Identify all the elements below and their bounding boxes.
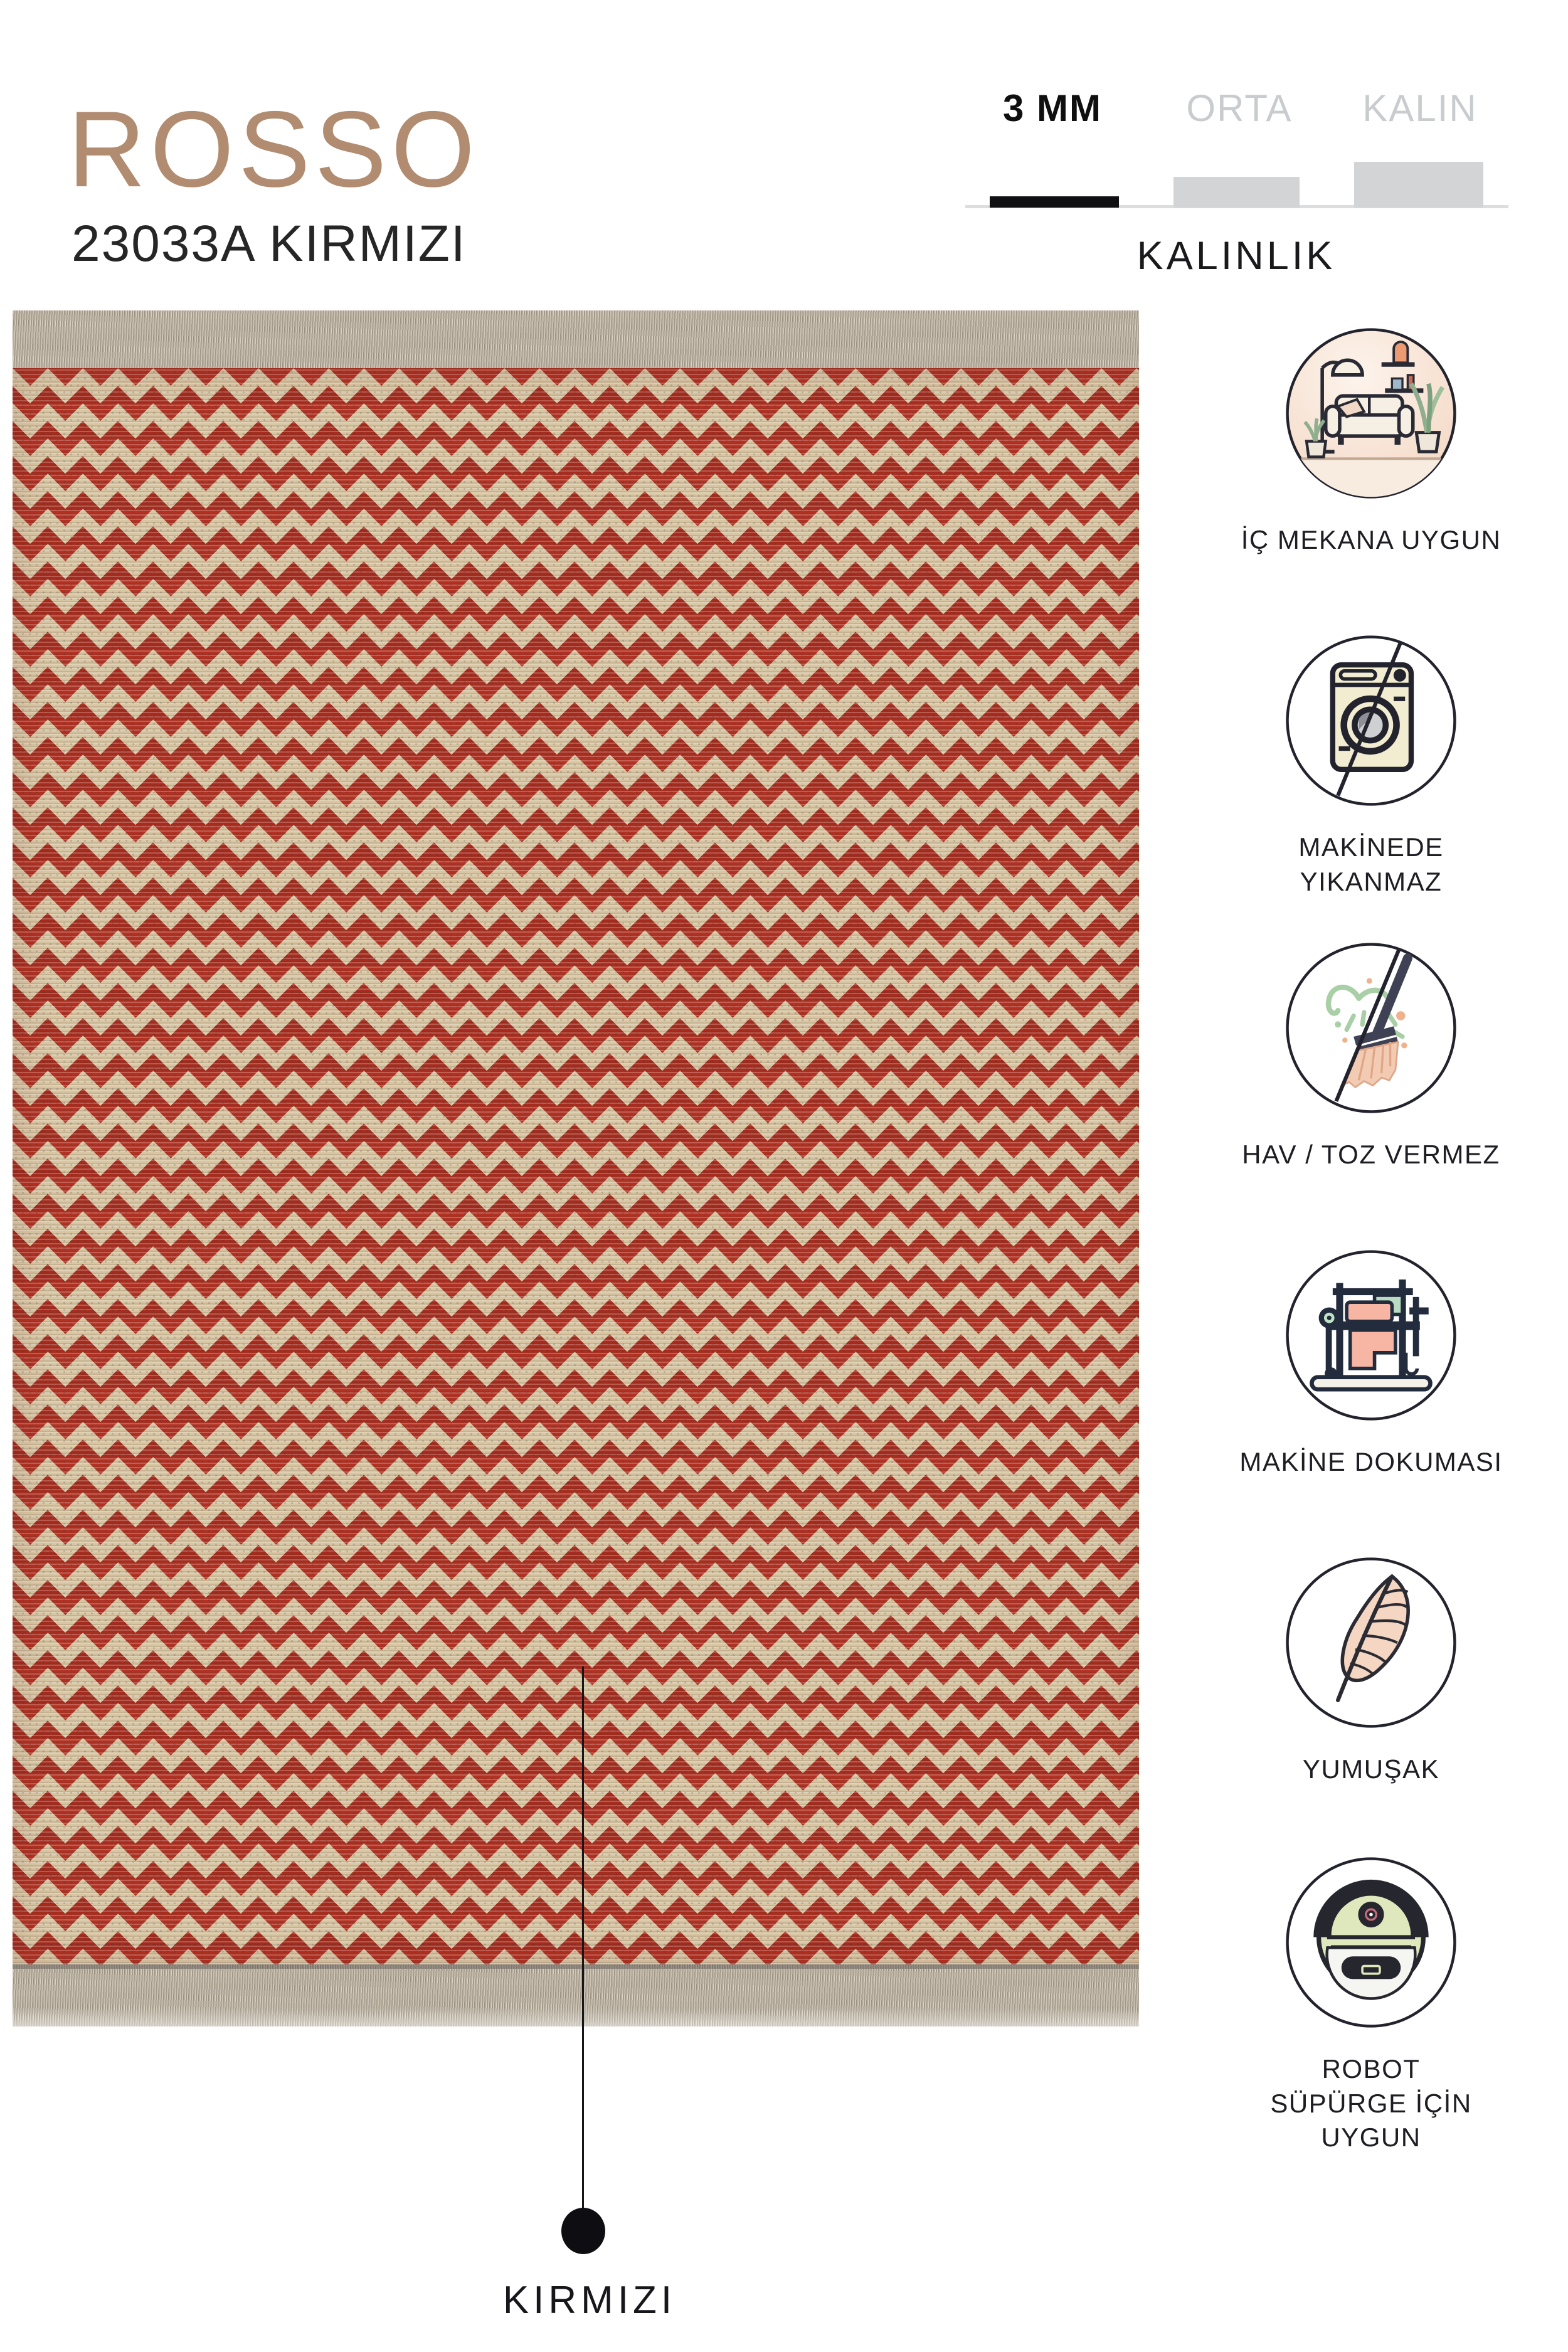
no-machine-wash-icon [1284,633,1458,808]
feature-soft [1233,1555,1509,1787]
product-code: 23033A KIRMIZI [72,215,467,272]
feature-no-machine-wash [1233,633,1509,899]
feature-machine-woven [1233,1248,1509,1480]
color-callout-dot [561,2208,605,2254]
robot-vacuum-icon [1284,1855,1458,2030]
indoor-suitable-icon [1284,326,1458,501]
thickness-caption: KALINLIK [1136,234,1336,278]
feature-label: MAKİNEDE YIKANMAZ [1298,832,1444,896]
rug-fringe-top [13,310,1139,373]
rug-chevron-pattern [13,368,1139,1969]
page-title: ROSSO [68,89,480,209]
feature-label: MAKİNE DOKUMASI [1239,1447,1503,1476]
feature-no-lint-dust [1233,941,1509,1172]
rug-product-image [13,310,1139,2026]
thickness-option-orta[interactable]: ORTA [1186,87,1293,129]
thickness-bar-thick[interactable] [1354,162,1483,208]
thickness-option-kalin[interactable]: KALIN [1362,87,1478,129]
feature-label: HAV / TOZ VERMEZ [1242,1140,1500,1169]
soft-feather-icon [1284,1555,1458,1730]
color-callout-label: KIRMIZI [502,2279,677,2322]
feature-indoor [1233,326,1509,558]
machine-woven-icon [1284,1248,1458,1422]
color-callout-line [582,1666,584,2217]
thickness-bar-medium[interactable] [1173,177,1300,208]
feature-label: İÇ MEKANA UYGUN [1241,525,1502,554]
feature-robot-vacuum [1233,1855,1509,2155]
feature-label: YUMUŞAK [1302,1754,1440,1784]
thickness-bar-thin-selected[interactable] [990,196,1119,208]
rug-fringe-bottom [13,1964,1139,2026]
thickness-option-3mm[interactable]: 3 MM [1003,87,1102,129]
no-lint-dust-icon [1284,941,1458,1115]
feature-label: ROBOT SÜPÜRGE İÇİN UYGUN [1270,2054,1472,2153]
